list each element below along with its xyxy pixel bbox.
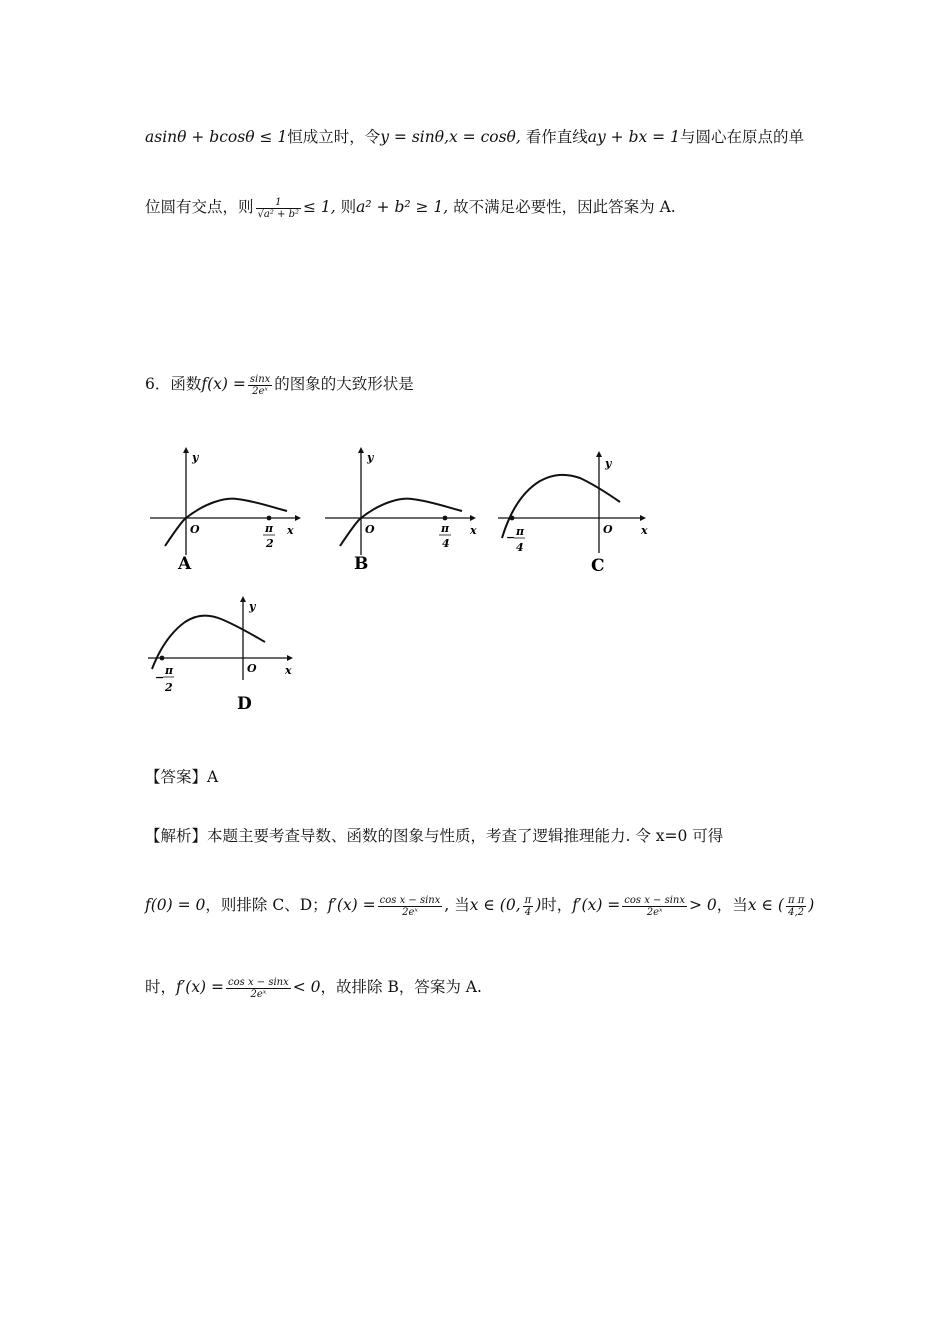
tick-numerator: π — [265, 522, 274, 535]
origin-label: O — [190, 523, 200, 536]
text: ，故排除 B，答案为 A. — [320, 978, 482, 996]
text: 时， — [541, 896, 573, 914]
question-6 — [145, 372, 414, 397]
derivative: f′(x) = — [327, 896, 376, 914]
text: ，当 — [716, 896, 748, 914]
tick-denominator: 4 — [442, 537, 450, 550]
derivative: f′(x) = — [176, 978, 225, 996]
fraction: $\frac{\text{cos x − sinx}}{\text{2eˣ}}$ — [379, 894, 441, 918]
text: 与圆心在原点的单 — [679, 128, 804, 146]
x-axis-label: x — [470, 524, 477, 537]
fraction: $\frac{\sin x}{\text{2eˣ}}$ — [249, 373, 271, 397]
interval-close: ) — [808, 896, 815, 914]
option-letter: C — [591, 556, 605, 576]
analysis-line-3 — [145, 975, 482, 1000]
tick-numerator: π — [165, 664, 174, 677]
fraction: $\frac{\pi}{4}$ — [524, 894, 532, 918]
text: 故不满足必要性，因此答案为 A. — [448, 198, 676, 216]
expression: f(0) = 0 — [145, 896, 206, 914]
text: ，则排除 C、D； — [205, 896, 328, 914]
text: 看作直线 — [520, 128, 588, 146]
x-axis-label: x — [287, 524, 294, 537]
text: 的图象的大致形状是 — [274, 375, 414, 393]
inequality: ≤ 1, — [303, 198, 336, 216]
y-axis-label: y — [249, 600, 256, 613]
text: 时， — [145, 978, 177, 996]
tick-denominator: 2 — [266, 537, 274, 550]
interval: x ∈ (0, — [469, 896, 521, 914]
y-axis-label: y — [192, 451, 199, 464]
option-letter: B — [354, 554, 369, 574]
option-letter: D — [237, 694, 252, 714]
substitution: y = sinθ,x = cosθ, — [380, 128, 521, 146]
inequality: < 0 — [292, 978, 321, 996]
fraction: $\frac{\text{cos x − sinx}}{\text{2eˣ}}$ — [624, 894, 686, 918]
fraction: $\frac{\text{cos x − sinx}}{\text{2eˣ}}$ — [228, 976, 289, 1000]
negative-sign: − — [506, 531, 516, 544]
answer: 【答案】A — [145, 768, 219, 786]
fraction: $\frac{\text{π π}}{4,2}$ — [787, 894, 805, 918]
text: , 当 — [444, 896, 470, 914]
analysis-text: 【解析】本题主要考查导数、函数的图象与性质，考查了逻辑推理能力. 令 x=0 可得 — [145, 827, 724, 845]
analysis-line-2 — [145, 893, 814, 918]
tick-numerator: π — [441, 522, 450, 535]
inequality: > 0 — [689, 896, 717, 914]
derivative: f′(x) = — [572, 896, 621, 914]
answer-line — [145, 765, 218, 789]
text-line-1 — [145, 125, 804, 149]
y-axis-label: y — [605, 457, 612, 470]
inequality: a² + b² ≥ 1, — [356, 198, 449, 216]
tick-numerator: π — [516, 525, 525, 538]
analysis-line-1 — [145, 824, 723, 848]
origin-label: O — [603, 523, 613, 536]
function: f(x) = — [201, 375, 246, 393]
text: 则 — [335, 198, 357, 216]
question-number: 6．函数 — [145, 375, 202, 393]
graph-d — [145, 590, 305, 724]
graph-a — [145, 445, 305, 579]
x-axis-label: x — [285, 664, 292, 677]
graph-b — [320, 445, 480, 579]
text: 恒成立时，令 — [287, 128, 381, 146]
origin-label: O — [365, 523, 375, 536]
inequality: asinθ + bcosθ ≤ 1 — [145, 128, 288, 146]
interval: x ∈ ( — [747, 896, 784, 914]
interval-close: ) — [535, 896, 542, 914]
y-axis-label: y — [367, 451, 374, 464]
line-equation: ay + bx = 1 — [587, 128, 680, 146]
origin-label: O — [247, 662, 257, 675]
fraction: $\frac{1}{\text{√a² + b²}}$ — [257, 196, 300, 220]
tick-denominator: 2 — [165, 681, 173, 694]
option-letter: A — [178, 554, 192, 574]
negative-sign: − — [155, 671, 165, 684]
graph-c — [495, 445, 665, 584]
text: 位圆有交点，则 — [145, 198, 254, 216]
text-line-2 — [145, 195, 676, 220]
x-axis-label: x — [641, 524, 648, 537]
tick-denominator: 4 — [516, 541, 524, 554]
